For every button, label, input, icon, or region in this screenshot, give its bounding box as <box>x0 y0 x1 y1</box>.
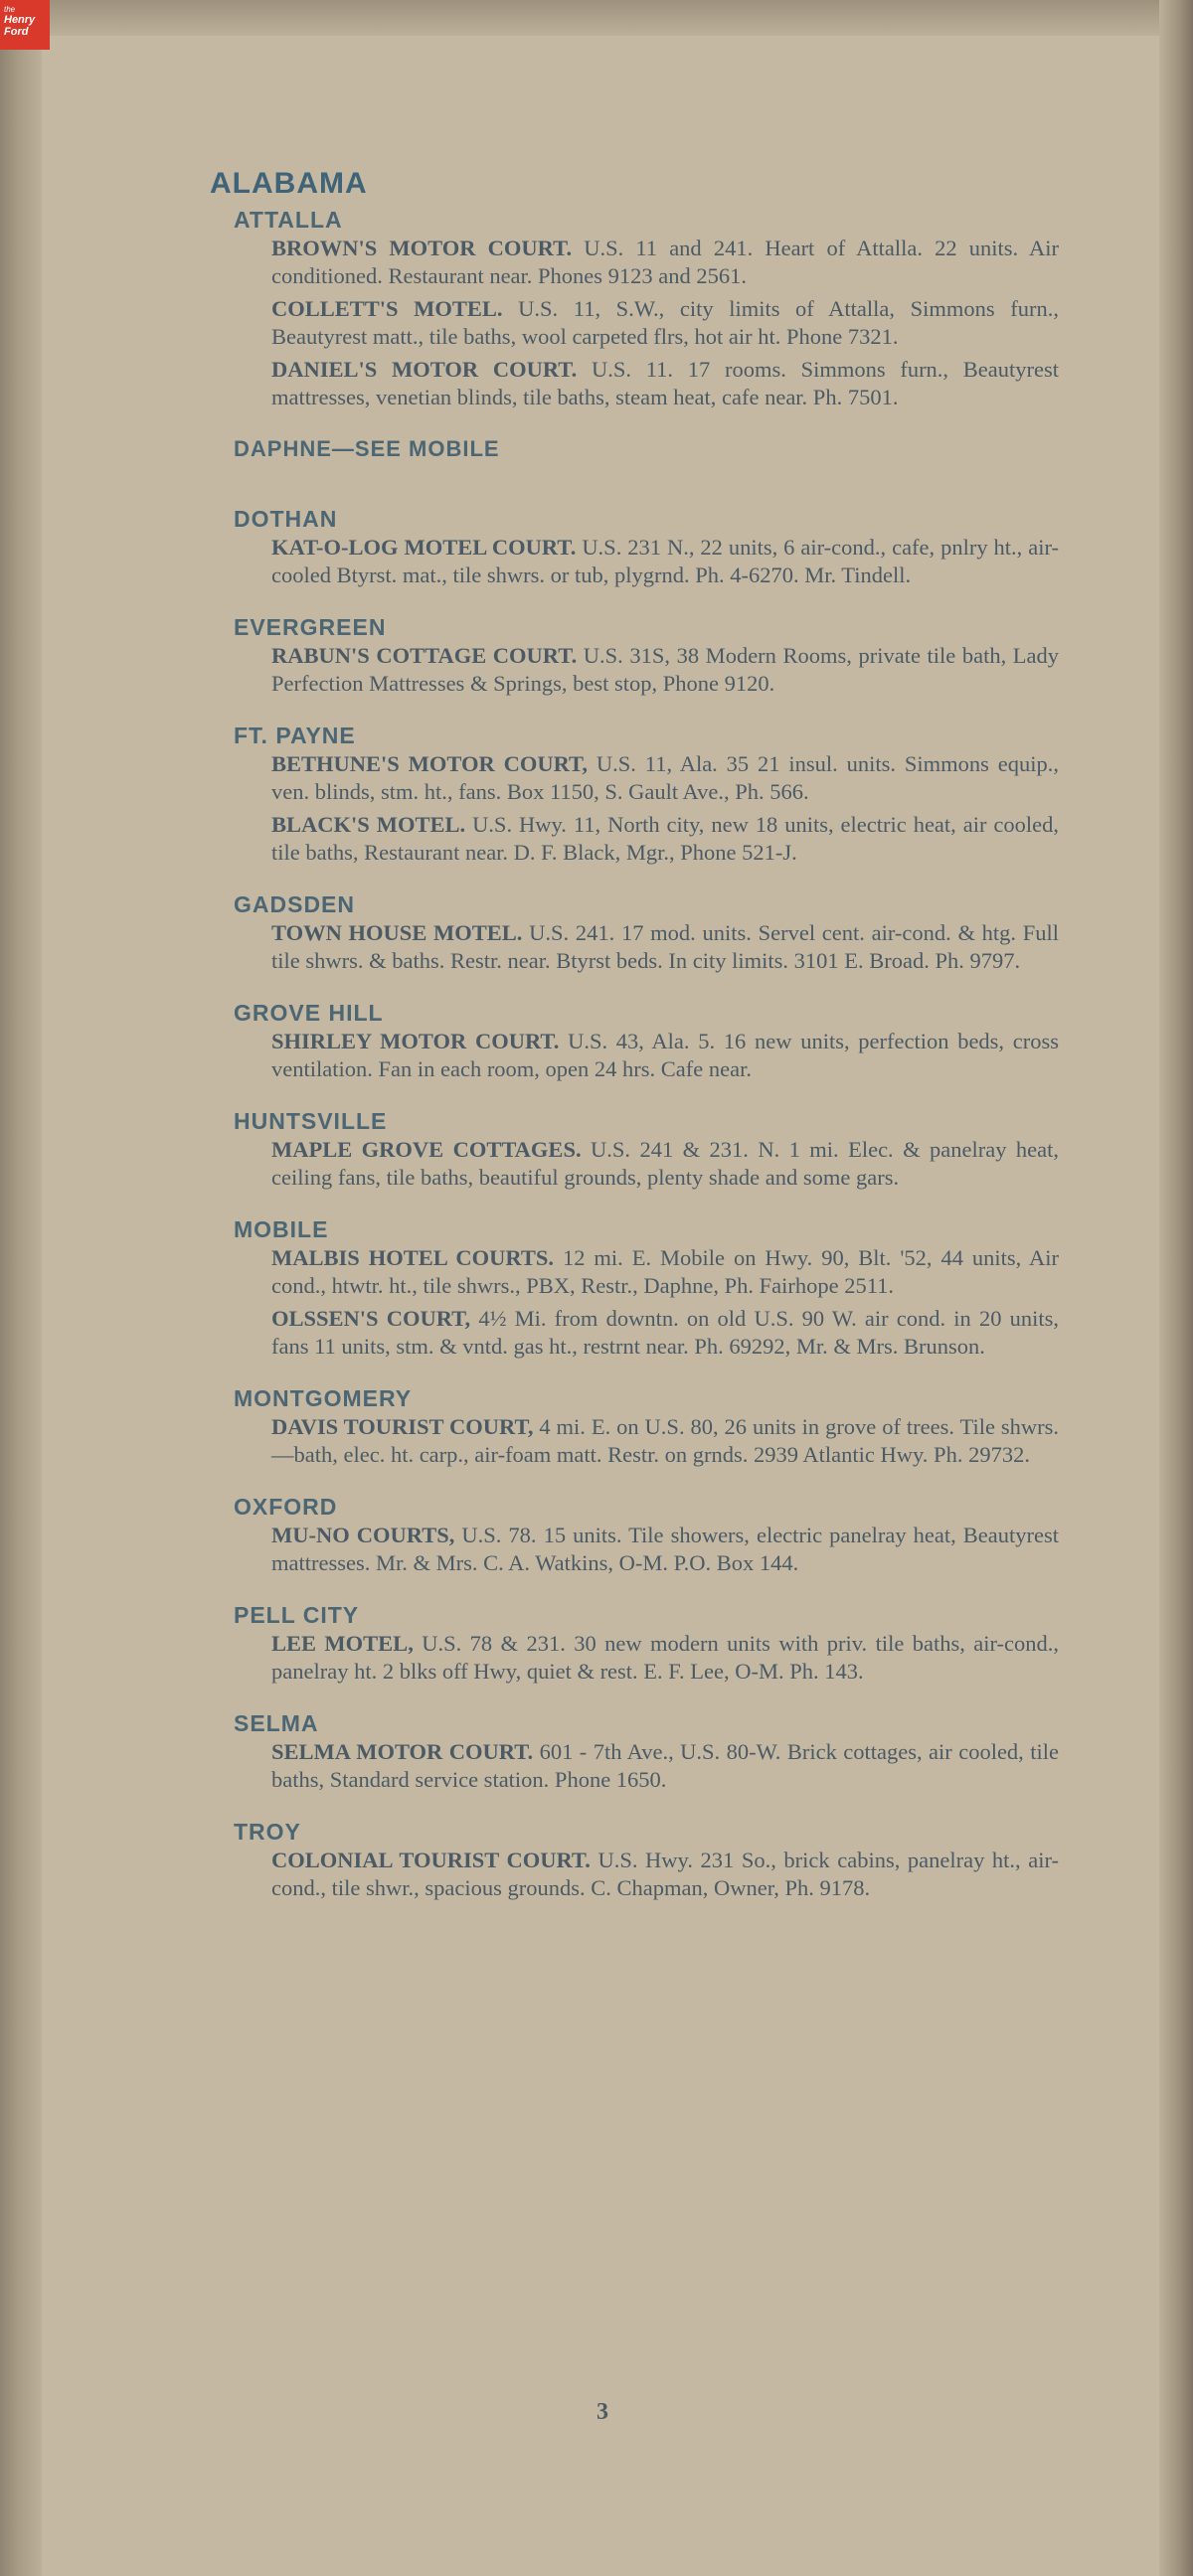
listing-details: U.S. Hwy. 231 So., brick cabins, panelray ht., air-cond., tile shwr., spacious grounds. C. Chapman, Owner, Ph. 9178. <box>271 1848 1060 1900</box>
motel-listing <box>271 1028 1059 1082</box>
cross-reference: DAPHNE—SEE MOBILE <box>234 436 500 461</box>
city-section <box>234 1602 1059 1685</box>
listing-name: SHIRLEY MOTOR COURT. <box>271 1029 560 1053</box>
listing-details: U.S. Hwy. 11, North city, new 18 units, electric heat, air cooled, tile baths, Restaurant near. D. F. Black, Mgr., Phone 521-J. <box>271 812 1060 865</box>
motel-listing <box>271 811 1059 866</box>
city-section <box>234 1819 1059 1901</box>
city-section <box>234 1385 1059 1468</box>
motel-listing <box>271 1244 1059 1299</box>
listing-details: 4½ Mi. from downtn. on old U.S. 90 W. air cond. in 20 units, fans 11 units, stm. & vntd. gas ht., restrnt near. Ph. 69292, Mr. & Mrs. Brunson. <box>271 1306 1060 1359</box>
page-number: 3 <box>596 2399 608 2425</box>
city-heading: MONTGOMERY <box>234 1385 413 1411</box>
city-heading: GROVE HILL <box>234 1000 384 1026</box>
listing-name: COLONIAL TOURIST COURT. <box>271 1848 591 1872</box>
listing-details: 4 mi. E. on U.S. 80, 26 units in grove of trees. Tile shwrs.—bath, elec. ht. carp., air-foam matt. Restr. on grnds. 2939 Atlantic Hwy. Ph. 29732. <box>271 1414 1059 1467</box>
motel-listing <box>271 295 1059 350</box>
listing-name: RABUN'S COTTAGE COURT. <box>271 643 578 668</box>
city-heading: EVERGREEN <box>234 614 387 640</box>
henry-ford-logo <box>0 0 50 50</box>
city-section <box>234 207 1059 410</box>
listing-details: U.S. 78 & 231. 30 new modern units with priv. tile baths, air-cond., panelray ht. 2 blks off Hwy, quiet & rest. E. F. Lee, O-M. Ph. 143. <box>271 1631 1059 1684</box>
city-heading: HUNTSVILLE <box>234 1108 388 1134</box>
city-section <box>234 1000 1059 1082</box>
listing-details: U.S. 11, Ala. 35 21 insul. units. Simmons equip., ven. blinds, stm. ht., fans. Box 1150, S. Gault Ave., Ph. 566. <box>271 751 1060 804</box>
state-heading: ALABAMA <box>210 167 368 200</box>
city-section <box>234 891 1059 974</box>
page-right-edge <box>1159 0 1193 2576</box>
page-binding-edge <box>0 0 42 2576</box>
motel-listing <box>271 1738 1059 1793</box>
motel-listing <box>271 356 1059 410</box>
motel-listing <box>271 235 1059 289</box>
listing-name: LEE MOTEL, <box>271 1631 414 1656</box>
city-list <box>234 207 1059 1901</box>
city-heading: SELMA <box>234 1710 319 1736</box>
city-section <box>234 614 1059 697</box>
directory-page <box>210 167 1060 1927</box>
motel-listing <box>271 1630 1059 1685</box>
page-top-edge <box>0 0 1193 36</box>
city-heading: PELL CITY <box>234 1602 360 1628</box>
listing-details: U.S. 241. 17 mod. units. Servel cent. air-cond. & htg. Full tile shwrs. & baths. Restr. near. Btyrst beds. In city limits. 3101 E. Broad. Ph. 9797. <box>271 920 1060 973</box>
listing-details: U.S. 31S, 38 Modern Rooms, private tile bath, Lady Perfection Mattresses & Springs, best stop, Phone 9120. <box>271 643 1060 696</box>
city-heading: FT. PAYNE <box>234 723 356 748</box>
listing-name: DAVIS TOURIST COURT, <box>271 1414 534 1439</box>
city-heading: TROY <box>234 1819 301 1845</box>
city-heading: DOTHAN <box>234 506 338 532</box>
city-section <box>234 506 1059 588</box>
motel-listing <box>271 1305 1059 1360</box>
logo-line-ford: Ford <box>4 26 29 38</box>
listing-details: U.S. 241 & 231. N. 1 mi. Elec. & panelray heat, ceiling fans, tile baths, beautiful grounds, plenty shade and some gars. <box>271 1137 1059 1190</box>
listing-name: MALBIS HOTEL COURTS. <box>271 1245 555 1270</box>
listing-details: U.S. 231 N., 22 units, 6 air-cond., cafe, pnlry ht., air-cooled Btyrst. mat., tile shwrs. or tub, plygrnd. Ph. 4-6270. Mr. Tindell. <box>271 535 1060 587</box>
listing-details: U.S. 78. 15 units. Tile showers, electric panelray heat, Beautyrest mattresses. Mr. & Mrs. C. A. Watkins, O-M. P.O. Box 144. <box>271 1523 1059 1575</box>
motel-listing <box>271 750 1059 805</box>
city-section <box>234 1108 1059 1191</box>
city-section <box>234 723 1059 866</box>
city-section <box>234 1494 1059 1576</box>
motel-listing <box>271 1522 1059 1576</box>
listing-name: SELMA MOTOR COURT. <box>271 1739 534 1764</box>
motel-listing <box>271 534 1059 588</box>
motel-listing <box>271 1413 1059 1468</box>
city-heading: OXFORD <box>234 1494 338 1520</box>
listing-name: COLLETT'S MOTEL. <box>271 296 503 321</box>
listing-name: DANIEL'S MOTOR COURT. <box>271 357 578 382</box>
motel-listing <box>271 1136 1059 1191</box>
city-heading: ATTALLA <box>234 207 343 233</box>
listing-name: TOWN HOUSE MOTEL. <box>271 920 523 945</box>
listing-details: 601 - 7th Ave., U.S. 80-W. Brick cottages, air cooled, tile baths, Standard service station. Phone 1650. <box>271 1739 1059 1792</box>
logo-line-the: the <box>4 5 16 14</box>
motel-listing <box>271 1847 1059 1901</box>
motel-listing <box>271 919 1059 974</box>
city-heading: MOBILE <box>234 1216 329 1242</box>
listing-name: BLACK'S MOTEL. <box>271 812 466 837</box>
motel-listing <box>271 642 1059 697</box>
listing-details: U.S. 11. 17 rooms. Simmons furn., Beautyrest mattresses, venetian blinds, tile baths, steam heat, cafe near. Ph. 7501. <box>271 357 1060 409</box>
listing-name: KAT-O-LOG MOTEL COURT. <box>271 535 577 560</box>
listing-details: 12 mi. E. Mobile on Hwy. 90, Blt. '52, 44 units, Air cond., htwtr. ht., tile shwrs., PBX, Restr., Daphne, Ph. Fairhope 2511. <box>271 1245 1059 1298</box>
logo-line-henry: Henry <box>4 14 36 26</box>
listing-name: OLSSEN'S COURT, <box>271 1306 471 1331</box>
listing-details: U.S. 43, Ala. 5. 16 new units, perfection beds, cross ventilation. Fan in each room, open 24 hrs. Cafe near. <box>271 1029 1060 1081</box>
listing-details: U.S. 11 and 241. Heart of Attalla. 22 units. Air conditioned. Restaurant near. Phones 9123 and 2561. <box>271 236 1060 288</box>
city-section <box>234 1710 1059 1793</box>
city-section <box>234 1216 1059 1360</box>
city-heading: GADSDEN <box>234 891 356 917</box>
listing-name: BETHUNE'S MOTOR COURT, <box>271 751 589 776</box>
listing-details: U.S. 11, S.W., city limits of Attalla, Simmons furn., Beautyrest matt., tile baths, wool carpeted flrs, hot air ht. Phone 7321. <box>271 296 1059 349</box>
listing-name: BROWN'S MOTOR COURT. <box>271 236 573 260</box>
listing-name: MAPLE GROVE COTTAGES. <box>271 1137 582 1162</box>
listing-name: MU-NO COURTS, <box>271 1523 455 1547</box>
